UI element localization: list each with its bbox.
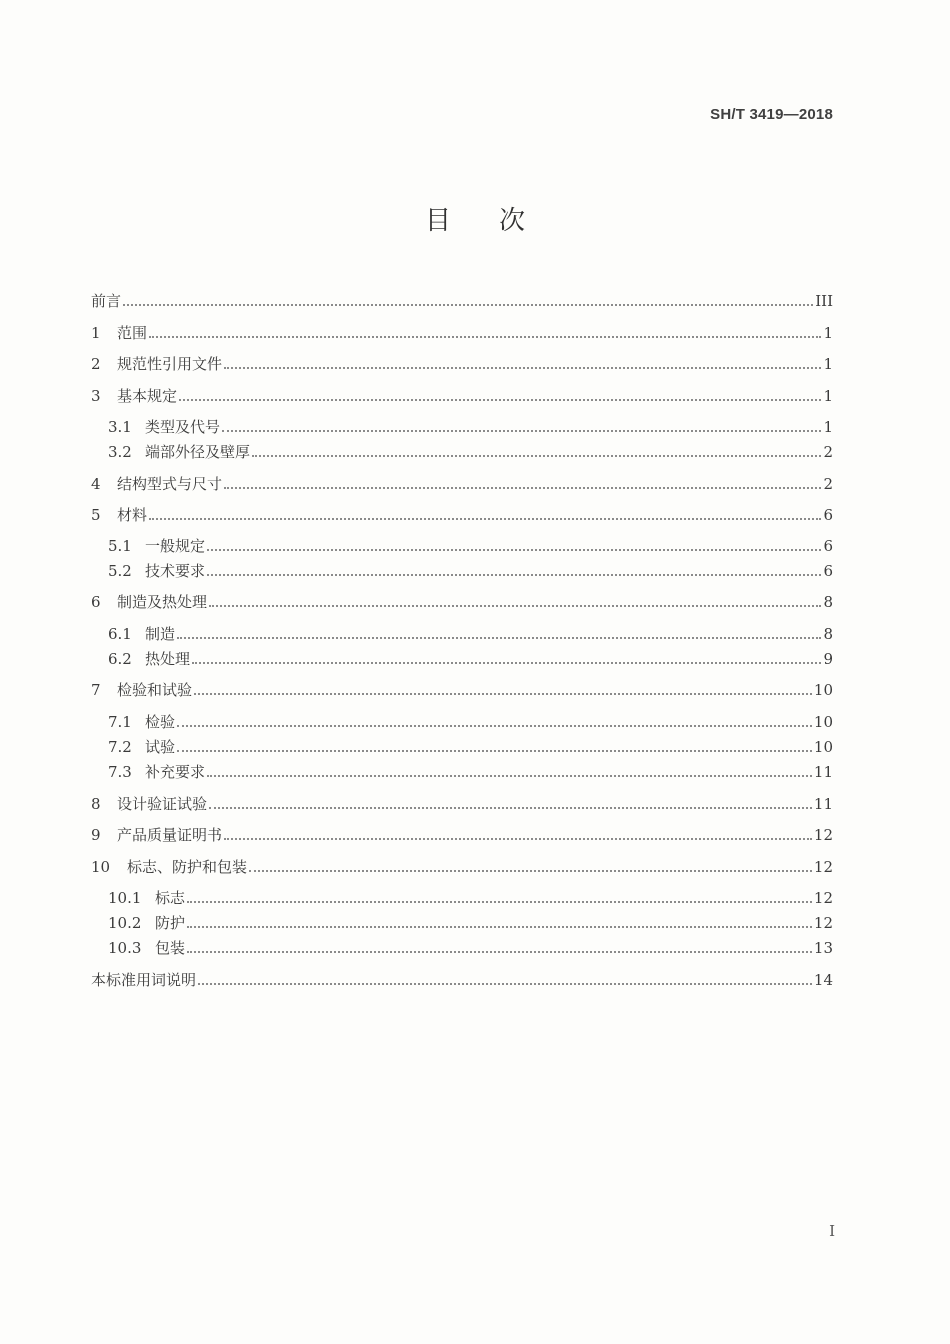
dot-leader <box>177 637 821 639</box>
dot-leader <box>209 605 821 607</box>
toc-entry-7-1[interactable] <box>108 711 833 733</box>
toc-entry-number: 7.2 <box>108 738 132 756</box>
toc-entry-6[interactable] <box>91 591 833 613</box>
toc-entry-6-1[interactable] <box>108 623 833 645</box>
toc-entry-page: 13 <box>813 939 833 957</box>
toc-entry-label: 范围 <box>117 324 148 342</box>
page-number: I <box>829 1222 835 1240</box>
dot-leader <box>177 725 812 727</box>
toc-entry-page: 2 <box>823 443 833 461</box>
toc-entry-label: 前言 <box>91 292 122 310</box>
toc-entry-number: 7 <box>91 681 101 699</box>
toc-entry-page: 11 <box>813 763 833 781</box>
toc-entry-label: 材料 <box>117 506 148 524</box>
toc-entry-label: 结构型式与尺寸 <box>117 475 223 493</box>
toc-entry-label: 技术要求 <box>145 562 206 580</box>
toc-entry-label: 规范性引用文件 <box>117 355 223 373</box>
toc-entry-1[interactable] <box>91 322 833 344</box>
toc-entry-10-2[interactable] <box>108 912 833 934</box>
dot-leader <box>207 549 821 551</box>
toc-entry-number: 1 <box>91 324 101 342</box>
toc-entry-label: 补充要求 <box>145 763 206 781</box>
toc-entry-number: 6 <box>91 593 101 611</box>
toc-entry-number: 7.3 <box>108 763 132 781</box>
toc-entry-number: 6.2 <box>108 650 132 668</box>
toc-entry-number: 6.1 <box>108 625 132 643</box>
toc-entry-10-1[interactable] <box>108 887 833 909</box>
toc-entry-page: 1 <box>823 418 833 436</box>
toc-entry-3-1[interactable] <box>108 416 833 438</box>
dot-leader <box>123 304 813 306</box>
toc-entry-page: 2 <box>823 475 833 493</box>
dot-leader <box>224 838 812 840</box>
dot-leader <box>207 574 821 576</box>
toc-entry-page: 8 <box>823 625 833 643</box>
dot-leader <box>222 430 821 432</box>
dot-leader <box>249 870 812 872</box>
toc-title-char-1: 目 <box>424 206 451 236</box>
dot-leader <box>198 983 812 985</box>
toc-entry-number: 10.1 <box>108 889 142 907</box>
toc-entry-number: 2 <box>91 355 101 373</box>
toc-entry-number: 10 <box>91 858 111 876</box>
toc-entry-page: 10 <box>813 713 833 731</box>
toc-entry-8[interactable] <box>91 793 833 815</box>
dot-leader <box>149 518 821 520</box>
toc-entry-label: 检验 <box>145 713 176 731</box>
toc-entry-page: 10 <box>813 681 833 699</box>
toc-entry-label: 产品质量证明书 <box>117 826 223 844</box>
toc-entry-label: 防护 <box>155 914 186 932</box>
toc-entry-label: 制造 <box>145 625 176 643</box>
toc-entry-5-1[interactable] <box>108 535 833 557</box>
toc-entry-3-2[interactable] <box>108 441 833 463</box>
toc-entry-page: 12 <box>813 914 833 932</box>
dot-leader <box>209 807 812 809</box>
toc-entry-page: 1 <box>823 355 833 373</box>
toc-entry-number: 10.3 <box>108 939 142 957</box>
dot-leader <box>192 662 821 664</box>
dot-leader <box>252 455 821 457</box>
toc-title <box>0 200 950 237</box>
toc-entry-number: 7.1 <box>108 713 132 731</box>
toc-entry-2[interactable] <box>91 353 833 375</box>
toc-entry-label: 设计验证试验 <box>117 795 208 813</box>
toc-entry-usage-notes[interactable] <box>91 969 833 991</box>
toc-entry-label: 检验和试验 <box>117 681 193 699</box>
toc-entry-10-3[interactable] <box>108 937 833 959</box>
toc-entry-label: 基本规定 <box>117 387 178 405</box>
toc-entry-number: 3 <box>91 387 101 405</box>
toc-entry-4[interactable] <box>91 473 833 495</box>
toc-entry-7-3[interactable] <box>108 761 833 783</box>
dot-leader <box>187 951 812 953</box>
toc-entry-number: 5 <box>91 506 101 524</box>
toc-entry-page: 9 <box>823 650 833 668</box>
standard-code: SH/T 3419—2018 <box>710 106 833 123</box>
toc-entry-9[interactable] <box>91 824 833 846</box>
toc-entry-number: 5.2 <box>108 562 132 580</box>
dot-leader <box>179 399 821 401</box>
toc-entry-label: 包装 <box>155 939 186 957</box>
toc-entry-page: 1 <box>823 324 833 342</box>
toc-entry-page: III <box>815 292 833 310</box>
toc-entry-page: 8 <box>823 593 833 611</box>
toc-entry-number: 3.2 <box>108 443 132 461</box>
toc-title-char-2: 次 <box>499 206 526 236</box>
toc-entry-5-2[interactable] <box>108 560 833 582</box>
toc-entry-page: 6 <box>823 537 833 555</box>
toc-entry-number: 5.1 <box>108 537 132 555</box>
toc-entry-7-2[interactable] <box>108 736 833 758</box>
toc-entry-number: 9 <box>91 826 101 844</box>
toc-entry-page: 12 <box>813 858 833 876</box>
toc-entry-page: 12 <box>813 826 833 844</box>
toc-entry-page: 14 <box>813 971 833 989</box>
dot-leader <box>177 750 812 752</box>
toc-entry-label: 端部外径及壁厚 <box>145 443 251 461</box>
toc-entry-number: 3.1 <box>108 418 132 436</box>
toc-entry-label: 标志 <box>155 889 186 907</box>
toc-entry-page: 12 <box>813 889 833 907</box>
toc-entry-label: 标志、防护和包装 <box>127 858 248 876</box>
dot-leader <box>224 487 821 489</box>
toc-entry-6-2[interactable] <box>108 648 833 670</box>
dot-leader <box>207 775 812 777</box>
toc-entry-number: 8 <box>91 795 101 813</box>
dot-leader <box>149 336 821 338</box>
dot-leader <box>187 926 812 928</box>
toc-entry-page: 1 <box>823 387 833 405</box>
toc-entry-foreword[interactable] <box>91 290 833 312</box>
toc-entry-label: 试验 <box>145 738 176 756</box>
toc-entry-5[interactable] <box>91 504 833 526</box>
dot-leader <box>224 367 821 369</box>
toc-entry-3[interactable] <box>91 385 833 407</box>
toc-entry-label: 一般规定 <box>145 537 206 555</box>
toc-entry-number: 10.2 <box>108 914 142 932</box>
toc-entry-number: 4 <box>91 475 101 493</box>
toc-entry-page: 6 <box>823 562 833 580</box>
toc-entry-page: 10 <box>813 738 833 756</box>
toc-entry-label: 本标准用词说明 <box>91 971 197 989</box>
toc-entry-page: 11 <box>813 795 833 813</box>
toc-entry-label: 热处理 <box>145 650 191 668</box>
dot-leader <box>187 901 812 903</box>
toc-entry-10[interactable] <box>91 856 833 878</box>
toc-entry-label: 类型及代号 <box>145 418 221 436</box>
dot-leader <box>194 693 812 695</box>
toc-entry-label: 制造及热处理 <box>117 593 208 611</box>
toc-entry-7[interactable] <box>91 679 833 701</box>
toc-entry-page: 6 <box>823 506 833 524</box>
